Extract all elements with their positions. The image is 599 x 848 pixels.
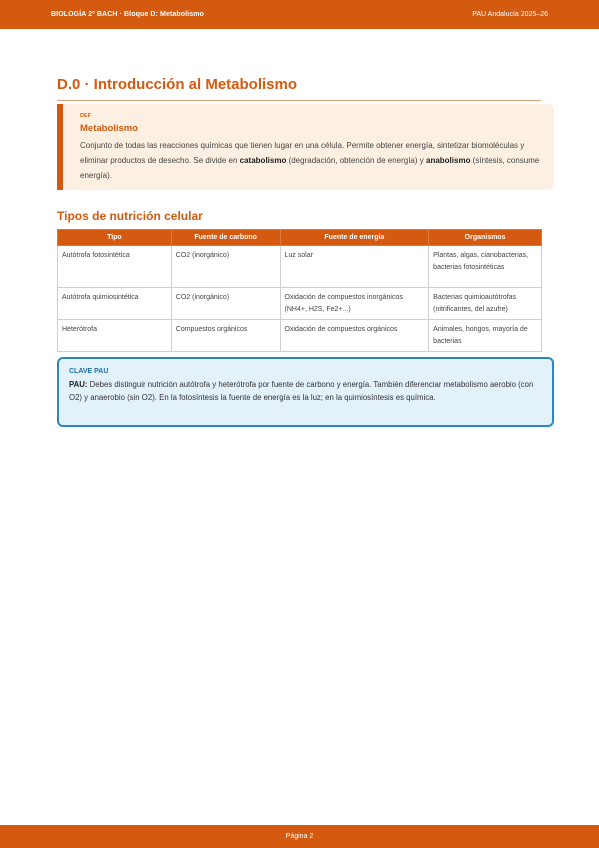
page-title: D.0 · Introducción al Metabolismo [57, 76, 541, 101]
pau-text [69, 378, 542, 404]
page-header [0, 0, 599, 29]
table-cell: Oxidación de compuestos inorgánicos (NH4+, H2S, Fe2+...) [280, 288, 429, 320]
table-row [58, 288, 542, 320]
table-header-cell: Fuente de energía [280, 230, 429, 246]
definition-text [80, 138, 542, 183]
table-cell: Autótrofa quimiosintética [58, 288, 172, 320]
table-cell: CO2 (inorgánico) [171, 288, 280, 320]
pau-body: Debes distinguir nutrición autótrofa y heterótrofa por fuente de carbono y energía. También diferenciar metabolismo aerobio (con O2) y anaerobio (sin O2). En la fotosíntesis la fuente de energía es la luz; en la quimiosíntesis es química. [69, 380, 534, 402]
table-header-cell: Tipo [58, 230, 172, 246]
table-header-cell: Organismos [429, 230, 542, 246]
definition-text-part: (degradación, obtención de energía) y [286, 156, 426, 165]
page-number: Página 2 [285, 833, 314, 840]
table-cell: Plantas, algas, cianobacterias, bacterias fotosintéticas [429, 246, 542, 288]
definition-tag: DEF [80, 113, 91, 119]
table-cell: Oxidación de compuestos orgánicos [280, 320, 429, 352]
table-cell: Bacterias quimioautótrofas (nitrificantes, del azufre) [429, 288, 542, 320]
definition-text-part: (síntesis, consume energía). [80, 156, 540, 180]
table-cell: Heterótrofa [58, 320, 172, 352]
section-title: Tipos de nutrición celular [57, 209, 203, 223]
definition-term: Metabolismo [80, 123, 139, 134]
table-cell: CO2 (inorgánico) [171, 246, 280, 288]
nutrition-table [57, 229, 542, 352]
table-header-cell: Fuente de carbono [171, 230, 280, 246]
pau-label: PAU: [69, 380, 88, 389]
header-subject: BIOLOGÍA 2º BACH · Bloque D: Metabolismo [51, 11, 204, 18]
table-cell: Autótrofa fotosintética [58, 246, 172, 288]
table-row [58, 320, 542, 352]
definition-box [57, 104, 554, 190]
definition-text-part: Conjunto de todas las reacciones químicas que tienen lugar en una célula. Permite obtener energía, sintetizar biomoléculas y eliminar productos de desecho. Se divide en [80, 141, 525, 165]
pau-key-box [57, 357, 554, 427]
page-footer [0, 825, 599, 848]
table-cell: Compuestos orgánicos [171, 320, 280, 352]
table-cell: Luz solar [280, 246, 429, 288]
definition-keyword-catabolismo: catabolismo [239, 156, 287, 165]
header-exam: PAU Andalucía 2025–26 [472, 11, 548, 18]
table-row [58, 246, 542, 288]
table-cell: Animales, hongos, mayoría de bacterias [429, 320, 542, 352]
pau-tag: CLAVE PAU [69, 368, 109, 375]
table-header-row [58, 230, 542, 246]
definition-keyword-anabolismo: anabolismo [426, 156, 471, 165]
